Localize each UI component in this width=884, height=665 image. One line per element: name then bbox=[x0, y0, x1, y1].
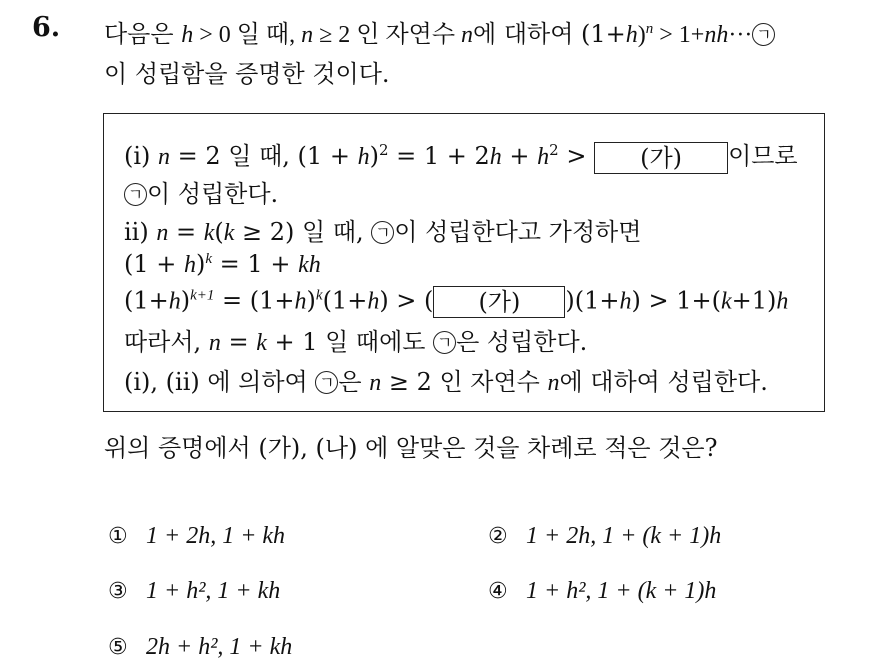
choice-number: ① bbox=[108, 524, 128, 549]
proof-line-1: (i) n = 2 일 때, $(1 + h)^2 = 1 + 2h + h^2$ > (가) 이므로 bbox=[124, 141, 798, 172]
choice-text: 1 + h², 1 + (k + 1)h bbox=[526, 578, 717, 604]
blank-ga-2: (가) bbox=[433, 286, 565, 318]
question-number: 6. bbox=[32, 12, 61, 43]
choice-4[interactable] bbox=[488, 578, 716, 605]
choice-text: 1 + 2h, 1 + (k + 1)h bbox=[526, 523, 722, 549]
circled-giyeok-marker: ㄱ bbox=[124, 183, 147, 206]
circled-giyeok-marker: ㄱ bbox=[433, 331, 456, 354]
choice-number: ③ bbox=[108, 579, 128, 604]
blank-ga-1: (가) bbox=[594, 142, 728, 174]
choice-number: ④ bbox=[488, 579, 508, 604]
proof-line-7: (i), (ii) 에 의하여 ㄱ 은 n ≥ 2 인 자연수 n에 대하여 성립한다. bbox=[124, 368, 768, 396]
choice-text: 1 + 2h, 1 + kh bbox=[146, 523, 286, 549]
question-prompt: 위의 증명에서 (가), (나) 에 알맞은 것을 차례로 적은 것은? bbox=[104, 434, 718, 462]
circled-giyeok-marker: ㄱ bbox=[371, 221, 394, 244]
choice-3[interactable] bbox=[108, 578, 280, 605]
proof-line-3: ii) n = k(k ≥ 2) 일 때, ㄱ 이 성립한다고 가정하면 bbox=[124, 218, 642, 246]
proof-line-4: $(1 + h)^k = 1$ + kh bbox=[124, 250, 321, 278]
circled-giyeok-marker: ㄱ bbox=[752, 23, 775, 46]
proof-line-5: $(1+h)^{k+1} = (1+h)^k(1+h)$ > ( (가) )(1+h) > 1+(k+1)h bbox=[124, 286, 789, 316]
circled-giyeok-marker: ㄱ bbox=[315, 371, 338, 394]
question-stem-line-1: 다음은 h > 0 일 때, n ≥ 2 인 자연수 n에 대하여 $(1+h)^n > 1+nh\cdot\cdot\cdot$ ㄱ bbox=[104, 14, 775, 49]
choice-1[interactable] bbox=[108, 523, 285, 550]
proof-line-2: ㄱ 이 성립한다. bbox=[124, 174, 278, 209]
question-stem-line-2: 이 성립함을 증명한 것이다. bbox=[104, 60, 390, 88]
proof-line-6: 따라서, n = k + 1 일 때에도 ㄱ 은 성립한다. bbox=[124, 328, 588, 356]
choice-number: ② bbox=[488, 524, 508, 549]
choice-2[interactable] bbox=[488, 523, 721, 550]
choice-text: 2h + h², 1 + kh bbox=[146, 634, 293, 660]
choice-5[interactable] bbox=[108, 634, 292, 661]
choice-number: ⑤ bbox=[108, 635, 128, 660]
choice-text: 1 + h², 1 + kh bbox=[146, 578, 281, 604]
